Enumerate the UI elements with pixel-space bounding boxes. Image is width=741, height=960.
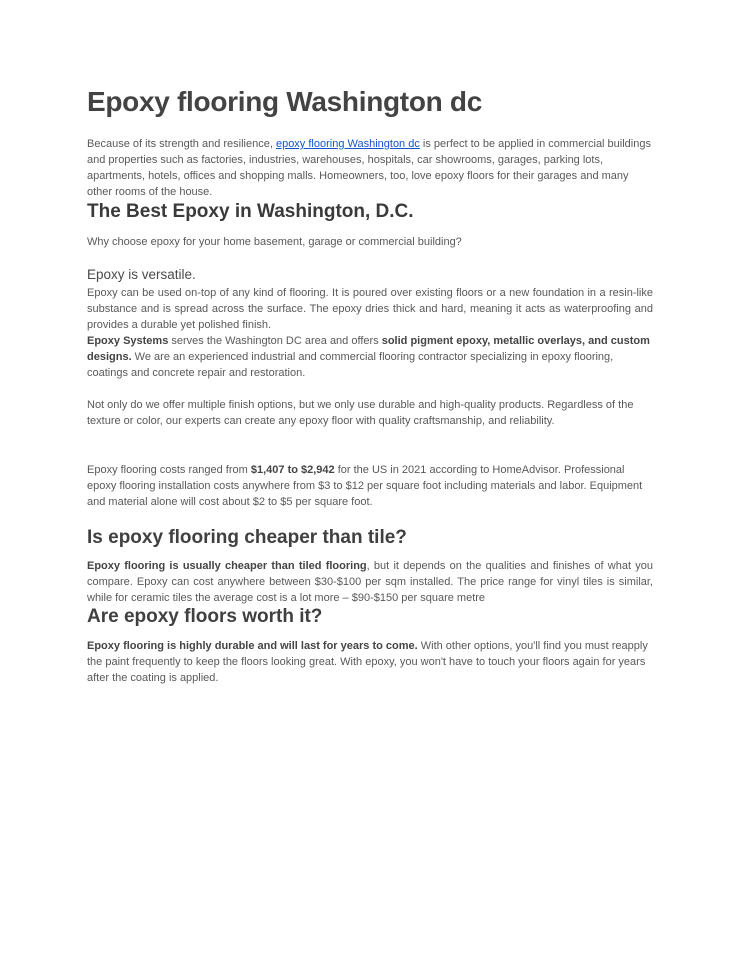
systems-paragraph: Epoxy Systems serves the Washington DC area and offers solid pigment epoxy, metallic overlays, and custom designs. We are an experienced industrial and commercial flooring contractor specializing in epoxy flooring, coatings and concrete repair and restoration. — [87, 335, 650, 379]
finish-paragraph: Not only do we offer multiple finish options, but we only use durable and high-quality products. Regardless of the texture or color, our experts can create any epoxy floor with quality craftsmanship, and reliability. — [87, 399, 634, 427]
epoxy-flooring-link[interactable]: epoxy flooring Washington dc — [275, 138, 420, 150]
heading-best-epoxy: The Best Epoxy in Washington, D.C. — [87, 201, 414, 222]
heading-cheaper-than-tile: Is epoxy flooring cheaper than tile? — [87, 527, 407, 548]
intro-paragraph: Because of its strength and resilience, epoxy flooring Washington dc is perfect to be applied in commercial buildings and properties such as factories, industries, warehouses, hospitals, car showrooms, garages, parking lots, apartments, hotels, offices and shopping malls. Homeowners, too, love epoxy floors for their garages and many other rooms of the house. — [87, 138, 651, 198]
cost-paragraph: Epoxy flooring costs ranged from $1,407 to $2,942 for the US in 2021 according to HomeAdvisor. Professional epoxy flooring installation costs anywhere from $3 to $12 per square foot including materials and labor. Equipment and material alone will cost about $2 to $5 per square foot. — [87, 464, 643, 508]
tile-paragraph: Epoxy flooring is usually cheaper than tiled flooring, but it depends on the qualities and finishes of what you compare. Epoxy can cost anywhere between $30-$100 per sqm installed. The price range for vinyl tiles is similar, while for ceramic tiles the average cost is a lot more – $90-$150 per square metre — [87, 560, 653, 604]
subheading-versatile: Epoxy is versatile. — [87, 267, 196, 282]
page-title: Epoxy flooring Washington dc — [87, 86, 482, 117]
heading-worth-it: Are epoxy floors worth it? — [87, 606, 323, 627]
versatile-paragraph: Epoxy can be used on-top of any kind of flooring. It is poured over existing floors or a new foundation in a resin-like substance and is spread across the surface. The epoxy dries thick and hard, meaning it acts as waterproofing and provides a durable yet polished finish. — [87, 287, 653, 331]
worth-paragraph: Epoxy flooring is highly durable and will last for years to come. With other options, you'll find you must reapply the paint frequently to keep the floors looking great. With epoxy, you won't have to touch your floors again for years after the coating is applied. — [87, 640, 648, 684]
why-question: Why choose epoxy for your home basement, garage or commercial building? — [87, 236, 462, 248]
